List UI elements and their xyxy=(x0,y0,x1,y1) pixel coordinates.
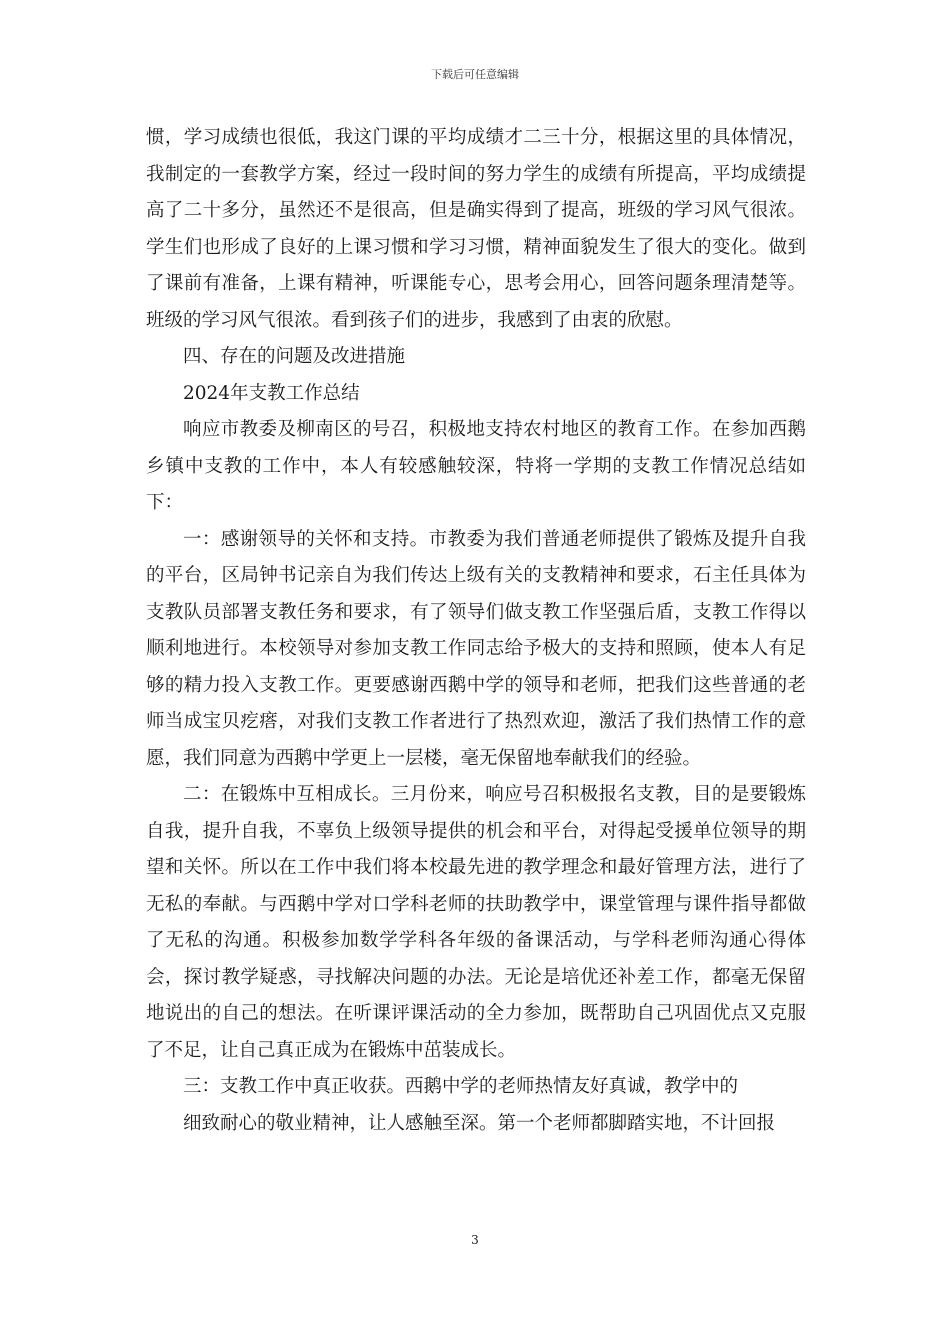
page-header: 下载后可任意编辑 xyxy=(431,68,519,81)
paragraph-point-three: 三：支教工作中真正收获。西鹅中学的老师热情友好真诚，教学中的 xyxy=(183,1076,739,1097)
paragraph-intro: 响应市教委及柳南区的号召，积极地支持农村地区的教育工作。在参加西鹅乡镇中支教的工作中，本人有较感触较深，特将一学期的支教工作情况总结如下： xyxy=(146,419,806,513)
document-body xyxy=(146,120,806,1142)
document-title: 2024年支教工作总结 xyxy=(183,382,360,404)
paragraph-point-one: 一：感谢领导的关怀和支持。市教委为我们普通老师提供了锻炼及提升自我的平台，区局钟书记亲自为我们传达上级有关的支教精神和要求，石主任具体为支教队员部署支教任务和要求，有了领导们做支教工作坚强后盾，支教工作得以顺利地进行。本校领导对参加支教工作同志给予极大的支持和照顾，使本人有足够的精力投入支教工作。更要感谢西鹅中学的领导和老师，把我们这些普通的老师当成宝贝疙瘩，对我们支教工作者进行了热烈欢迎，激活了我们热情工作的意愿，我们同意为西鹅中学更上一层楼，毫无保留地奉献我们的经验。 xyxy=(146,528,806,769)
paragraph-continuation: 惯，学习成绩也很低，我这门课的平均成绩才二三十分，根据这里的具体情况，我制定的一套教学方案，经过一段时间的努力学生的成绩有所提高，平均成绩提高了二十多分，虽然还不是很高，但是确实得到了提高，班级的学习风气很浓。学生们也形成了良好的上课习惯和学习习惯，精神面貌发生了很大的变化。做到了课前有准备，上课有精神，听课能专心，思考会用心，回答问题条理清楚等。班级的学习风气很浓。看到孩子们的进步，我感到了由衷的欣慰。 xyxy=(146,127,806,331)
section-heading-problems: 四、存在的问题及改进措施 xyxy=(183,346,406,367)
paragraph-point-two: 二：在锻炼中互相成长。三月份来，响应号召积极报名支教，目的是要锻炼自我，提升自我，不辜负上级领导提供的机会和平台，对得起受援单位领导的期望和关怀。所以在工作中我们将本校最先进的教学理念和最好管理方法，进行了无私的奉献。与西鹅中学对口学科老师的扶助教学中，课堂管理与课件指导都做了无私的沟通。积极参加数学学科各年级的备课活动，与学科老师沟通心得体会，探讨教学疑惑，寻找解决问题的办法。无论是培优还补差工作，都毫无保留地说出的自己的想法。在听课评课活动的全力参加，既帮助自己巩固优点又克服了不足，让自己真正成为在锻炼中茁装成长。 xyxy=(146,784,806,1061)
page-number: 3 xyxy=(471,1233,479,1247)
paragraph-point-three-continued: 细致耐心的敬业精神，让人感触至深。第一个老师都脚踏实地，不计回报 xyxy=(183,1112,776,1134)
